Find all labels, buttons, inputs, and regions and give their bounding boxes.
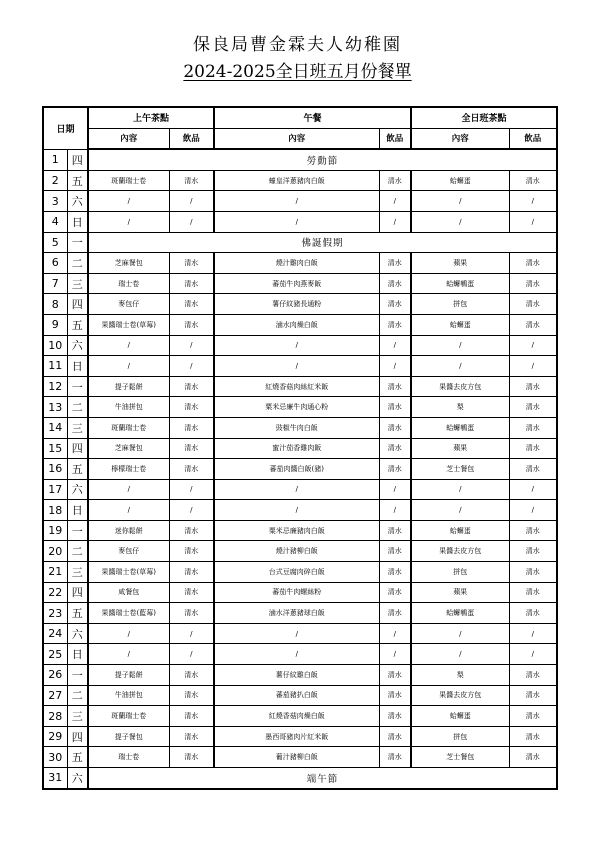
weekday: 六 [67,191,88,212]
morning-drink: 清水 [169,417,214,438]
morning-drink: 清水 [169,747,214,768]
morning-drink: / [169,335,214,356]
lunch-dish: / [214,644,379,665]
holiday-note: 端午節 [88,768,557,789]
morning-drink: 清水 [169,541,214,562]
table-row [43,562,557,583]
lunch-dish: 葡汁豬柳白飯 [214,747,379,768]
afternoon-drink: 清水 [509,582,557,603]
table-row [43,623,557,644]
afternoon-snack-header: 全日班茶點 [411,107,557,128]
table-row [43,603,557,624]
morning-snack: 芝麻餐包 [88,253,169,274]
afternoon-snack: / [411,623,509,644]
lunch-drink: 清水 [379,438,411,459]
day-number: 11 [43,356,67,377]
afternoon-drink: 清水 [509,314,557,335]
morning-drink: 清水 [169,706,214,727]
afternoon-drink: 清水 [509,294,557,315]
lunch-drink: 清水 [379,726,411,747]
table-row [43,582,557,603]
afternoon-snack: 梨 [411,397,509,418]
afternoon-snack: / [411,500,509,521]
morning-drink: 清水 [169,438,214,459]
morning-snack: 檸檬瑞士卷 [88,459,169,480]
afternoon-drink: 清水 [509,685,557,706]
table-row [43,520,557,541]
table-row [43,417,557,438]
lunch-content-header: 內容 [214,128,379,149]
weekday: 一 [67,232,88,253]
morning-snack: 提子鬆餅 [88,665,169,686]
morning-snack: 瑞士卷 [88,273,169,294]
table-row [43,500,557,521]
table-row [43,273,557,294]
day-number: 19 [43,520,67,541]
morning-snack: 斑蘭瑞士卷 [88,170,169,191]
day-number: 2 [43,170,67,191]
table-row [43,685,557,706]
afternoon-drink: 清水 [509,459,557,480]
menu-title [0,57,595,82]
morning-snack: / [88,356,169,377]
morning-snack: / [88,623,169,644]
morning-snack: 迷你鬆餅 [88,520,169,541]
weekday: 一 [67,665,88,686]
lunch-drink: / [379,211,411,232]
weekday: 五 [67,459,88,480]
table-row [43,459,557,480]
table-row [43,335,557,356]
morning-snack: / [88,479,169,500]
afternoon-drink: 清水 [509,665,557,686]
menu-body [43,149,557,788]
afternoon-snack: 果醬去皮方包 [411,541,509,562]
lunch-dish: 滷水肉燥白飯 [214,314,379,335]
morning-drink: / [169,500,214,521]
lunch-drink: 清水 [379,314,411,335]
table-row [43,376,557,397]
morning-snack: 牛油拼包 [88,685,169,706]
table-row [43,706,557,727]
lunch-dish: 燒汁豬柳白飯 [214,541,379,562]
weekday: 二 [67,397,88,418]
weekday: 五 [67,314,88,335]
weekday: 日 [67,644,88,665]
morning-drink: 清水 [169,582,214,603]
weekday: 五 [67,603,88,624]
lunch-dish: / [214,623,379,644]
afternoon-snack: 拼包 [411,562,509,583]
afternoon-snack: 果醬去皮方包 [411,376,509,397]
day-number: 6 [43,253,67,274]
afternoon-content-header: 內容 [411,128,509,149]
afternoon-snack: 芝士餐包 [411,459,509,480]
afternoon-snack: / [411,479,509,500]
morning-snack: / [88,335,169,356]
weekday: 四 [67,149,88,170]
lunch-dish: 豉椒牛肉白飯 [214,417,379,438]
lunch-drink: 清水 [379,459,411,480]
table-row [43,747,557,768]
lunch-dish: 墨西哥豬肉片紅米飯 [214,726,379,747]
morning-snack: 芝麻餐包 [88,438,169,459]
day-number: 24 [43,623,67,644]
lunch-dish: / [214,211,379,232]
table-row [43,768,557,789]
day-number: 8 [43,294,67,315]
lunch-dish: / [214,479,379,500]
afternoon-drink: 清水 [509,706,557,727]
lunch-dish: 粟米忌廉豬肉白飯 [214,520,379,541]
lunch-dish: 粟米忌廉牛肉通心粉 [214,397,379,418]
afternoon-snack: 蛤蠏鵪蛋 [411,273,509,294]
weekday: 五 [67,170,88,191]
weekday: 三 [67,417,88,438]
morning-drink: 清水 [169,685,214,706]
morning-snack: / [88,211,169,232]
table-row [43,232,557,253]
afternoon-drink: 清水 [509,273,557,294]
afternoon-drink: 清水 [509,747,557,768]
morning-snack: 提子鬆餅 [88,376,169,397]
morning-snack-header: 上午茶點 [88,107,214,128]
lunch-drink: 清水 [379,562,411,583]
afternoon-snack: 蛤蠏蛋 [411,314,509,335]
weekday: 六 [67,479,88,500]
afternoon-drink: 清水 [509,562,557,583]
lunch-drink: 清水 [379,603,411,624]
day-number: 22 [43,582,67,603]
weekday: 二 [67,253,88,274]
afternoon-drink: / [509,211,557,232]
weekday: 三 [67,273,88,294]
afternoon-drink: 清水 [509,541,557,562]
lunch-dish: / [214,356,379,377]
lunch-drink: 清水 [379,520,411,541]
table-row [43,438,557,459]
table-row [43,191,557,212]
afternoon-snack: / [411,191,509,212]
morning-drink: / [169,644,214,665]
afternoon-snack: / [411,356,509,377]
morning-drink: 清水 [169,273,214,294]
lunch-drink: 清水 [379,582,411,603]
morning-snack: 果醬瑞士卷(藍莓) [88,603,169,624]
day-number: 7 [43,273,67,294]
table-row [43,665,557,686]
weekday: 四 [67,582,88,603]
table-row [43,644,557,665]
morning-snack: 果醬瑞士卷(草莓) [88,314,169,335]
afternoon-drink: 清水 [509,726,557,747]
afternoon-drink: / [509,479,557,500]
morning-drink: 清水 [169,459,214,480]
weekday: 六 [67,623,88,644]
afternoon-snack: 蛤蠏鵪蛋 [411,603,509,624]
day-number: 4 [43,211,67,232]
weekday: 四 [67,294,88,315]
lunch-drink: / [379,191,411,212]
lunch-dish: / [214,335,379,356]
morning-snack: 牛油拼包 [88,397,169,418]
day-number: 1 [43,149,67,170]
table-row [43,314,557,335]
lunch-drink: / [379,335,411,356]
day-number: 21 [43,562,67,583]
day-number: 20 [43,541,67,562]
weekday: 日 [67,500,88,521]
day-number: 28 [43,706,67,727]
morning-snack: 麥包仔 [88,294,169,315]
lunch-drink: 清水 [379,253,411,274]
lunch-drink: 清水 [379,294,411,315]
lunch-dish: 台式豆腐肉碎白飯 [214,562,379,583]
lunch-drink: 清水 [379,397,411,418]
morning-drink: 清水 [169,314,214,335]
day-number: 30 [43,747,67,768]
morning-drink: / [169,356,214,377]
table-row [43,253,557,274]
afternoon-snack: 蘋果 [411,438,509,459]
day-number: 10 [43,335,67,356]
afternoon-snack: 拼包 [411,726,509,747]
weekday: 四 [67,726,88,747]
morning-drink: 清水 [169,665,214,686]
lunch-drink-header: 飲品 [379,128,411,149]
day-number: 25 [43,644,67,665]
lunch-drink: 清水 [379,541,411,562]
day-number: 23 [43,603,67,624]
lunch-menu-table [42,106,558,790]
morning-content-header: 內容 [88,128,169,149]
morning-drink: 清水 [169,397,214,418]
morning-snack: 瑞士卷 [88,747,169,768]
morning-drink: / [169,191,214,212]
weekday: 一 [67,520,88,541]
menu-title-text: 2024-2025全日班五月份餐單 [183,62,412,82]
afternoon-snack: / [411,211,509,232]
table-row [43,479,557,500]
date-header: 日期 [43,107,88,149]
weekday: 日 [67,356,88,377]
afternoon-snack: 蛤蠏蛋 [411,706,509,727]
lunch-header: 午餐 [214,107,411,128]
morning-drink: 清水 [169,726,214,747]
afternoon-drink-header: 飲品 [509,128,557,149]
day-number: 18 [43,500,67,521]
lunch-drink: 清水 [379,417,411,438]
afternoon-snack: / [411,644,509,665]
afternoon-snack: 蘋果 [411,253,509,274]
morning-snack: 果醬瑞士卷(草莓) [88,562,169,583]
day-number: 15 [43,438,67,459]
lunch-dish: 蠔皇洋蔥豬肉白飯 [214,170,379,191]
afternoon-snack: 拼包 [411,294,509,315]
afternoon-drink: / [509,644,557,665]
afternoon-snack: 蛤蠏蛋 [411,520,509,541]
afternoon-snack: 蘋果 [411,582,509,603]
lunch-drink: / [379,623,411,644]
afternoon-drink: / [509,623,557,644]
table-row [43,211,557,232]
afternoon-drink: 清水 [509,397,557,418]
weekday: 二 [67,541,88,562]
day-number: 27 [43,685,67,706]
afternoon-drink: 清水 [509,417,557,438]
lunch-dish: 薯仔紋豬長通粉 [214,294,379,315]
day-number: 5 [43,232,67,253]
lunch-drink: / [379,644,411,665]
afternoon-drink: 清水 [509,376,557,397]
morning-drink: / [169,211,214,232]
day-number: 29 [43,726,67,747]
day-number: 9 [43,314,67,335]
morning-drink: 清水 [169,376,214,397]
table-row [43,726,557,747]
morning-snack: 斑蘭瑞士卷 [88,706,169,727]
morning-snack: 咸餐包 [88,582,169,603]
afternoon-drink: / [509,500,557,521]
morning-drink-header: 飲品 [169,128,214,149]
afternoon-drink: 清水 [509,253,557,274]
lunch-drink: 清水 [379,273,411,294]
lunch-dish: 蕃茄牛肉燕麥飯 [214,273,379,294]
day-number: 3 [43,191,67,212]
lunch-dish: 薯仔紋雞白飯 [214,665,379,686]
holiday-note: 勞動節 [88,149,557,170]
morning-snack: / [88,500,169,521]
weekday: 三 [67,706,88,727]
table-row [43,294,557,315]
lunch-drink: 清水 [379,376,411,397]
lunch-dish: 燒汁雞肉白飯 [214,253,379,274]
afternoon-snack: 果醬去皮方包 [411,685,509,706]
lunch-dish: 紅燒香菇肉燥白飯 [214,706,379,727]
afternoon-snack: 蛤蠏鵪蛋 [411,417,509,438]
weekday: 三 [67,562,88,583]
afternoon-drink: / [509,191,557,212]
weekday: 四 [67,438,88,459]
lunch-drink: / [379,479,411,500]
lunch-dish: 紅燒香菇肉絲紅米飯 [214,376,379,397]
afternoon-drink: 清水 [509,170,557,191]
afternoon-snack: / [411,335,509,356]
lunch-dish: / [214,500,379,521]
morning-drink: 清水 [169,253,214,274]
weekday: 五 [67,747,88,768]
lunch-dish: / [214,191,379,212]
day-number: 12 [43,376,67,397]
lunch-dish: 蕃茄肉醬白飯(豬) [214,459,379,480]
weekday: 六 [67,768,88,789]
afternoon-snack: 芝士餐包 [411,747,509,768]
morning-snack: 斑蘭瑞士卷 [88,417,169,438]
weekday: 六 [67,335,88,356]
lunch-dish: 蕃茄豬扒白飯 [214,685,379,706]
day-number: 26 [43,665,67,686]
day-number: 31 [43,768,67,789]
lunch-dish: 滷水洋蔥豬球白飯 [214,603,379,624]
morning-drink: 清水 [169,170,214,191]
lunch-drink: 清水 [379,665,411,686]
morning-snack: 提子餐包 [88,726,169,747]
lunch-drink: 清水 [379,170,411,191]
day-number: 17 [43,479,67,500]
day-number: 14 [43,417,67,438]
morning-drink: / [169,623,214,644]
day-number: 13 [43,397,67,418]
morning-drink: / [169,479,214,500]
weekday: 二 [67,685,88,706]
lunch-drink: 清水 [379,706,411,727]
lunch-dish: 蜜汁茄香雞肉飯 [214,438,379,459]
school-name: 保良局曹金霖夫人幼稚園 [193,35,402,55]
lunch-drink: 清水 [379,747,411,768]
lunch-drink: / [379,356,411,377]
afternoon-snack: 蛤蠏蛋 [411,170,509,191]
afternoon-drink: 清水 [509,438,557,459]
weekday: 一 [67,376,88,397]
lunch-dish: 蕃茄牛肉螺絲粉 [214,582,379,603]
afternoon-snack: 梨 [411,665,509,686]
morning-drink: 清水 [169,520,214,541]
morning-snack: / [88,191,169,212]
table-row [43,170,557,191]
weekday: 日 [67,211,88,232]
morning-drink: 清水 [169,562,214,583]
afternoon-drink: / [509,356,557,377]
table-row [43,149,557,170]
morning-drink: 清水 [169,294,214,315]
table-row [43,541,557,562]
table-row [43,356,557,377]
morning-snack: 麥包仔 [88,541,169,562]
day-number: 16 [43,459,67,480]
lunch-drink: / [379,500,411,521]
morning-drink: 清水 [169,603,214,624]
afternoon-drink: / [509,335,557,356]
table-row [43,397,557,418]
afternoon-drink: 清水 [509,603,557,624]
morning-snack: / [88,644,169,665]
afternoon-drink: 清水 [509,520,557,541]
lunch-drink: 清水 [379,685,411,706]
holiday-note: 佛誕假期 [88,232,557,253]
